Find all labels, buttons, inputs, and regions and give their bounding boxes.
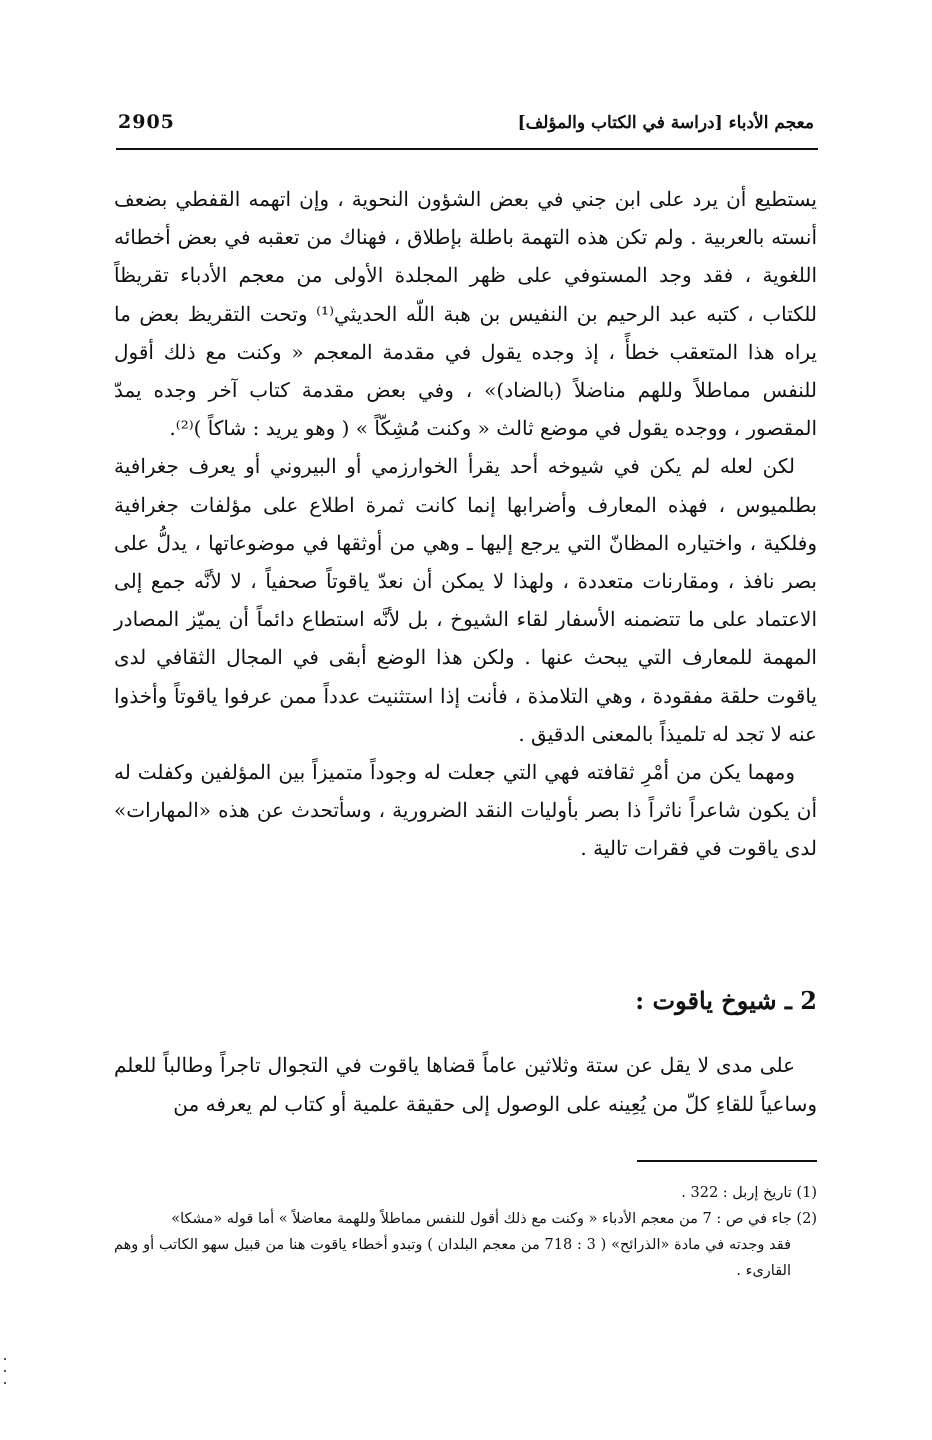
- footnote-rule: [637, 1160, 817, 1162]
- scan-artifact: [4, 1358, 6, 1398]
- body-text: [114, 180, 817, 868]
- footnote-1: (1) تاريخ إربل : 322 .: [681, 1185, 817, 1201]
- header-rule: [116, 148, 818, 150]
- page-number: 2905: [118, 111, 175, 133]
- body-paragraph-2: لكن لعله لم يكن في شيوخه أحد يقرأ الخوارزمي أو البيروني أو يعرف جغرافية بطلميوس ، فهذه المعارف وأضرابها إنما كانت ثمرة اطلاع على مؤلفات جغرافية وفلكية ، واختياره المظانّ التي يرجع إليها ـ وهي من أوثقها في موضوعاتها ، يدلُّ على بصر نافذ ، ومقارنات متعددة ، ولهذا لا يمكن أن نعدّ ياقوتاً صحفياً ، لا لأنَّه جمع إلى الاعتماد على ما تتضمنه الأسفار لقاء الشيوخ ، بل لأنَّه استطاع دائماً أن يميّز المصادر المهمة للمعارف التي يبحث عنها . ولكن هذا الوضع أبقى في المجال الثقافي لدى ياقوت حلقة مفقودة ، وهي التلامذة ، فأنت إذا استثنيت عدداً ممن عرفوا ياقوتاً وأخذوا عنه لا تجد له تلميذاً بالمعنى الدقيق .: [114, 454, 817, 746]
- footnote-2-line-1: (2) جاء في ص : 7 من معجم الأدباء « وكنت مع ذلك أقول للنفس مماطلاً وللهمة معاضلاً » أما قوله «مشكا»: [171, 1211, 817, 1227]
- section-text: [114, 1046, 817, 1124]
- body-paragraph-3: ومهما يكن من أمْرِ ثقافته فهي التي جعلت له وجوداً متميزاً بين المؤلفين وكفلت له أن يكون شاعراً ناثراً ذا بصر بأوليات النقد الضرورية ، وسأتحدث عن هذه «المهارات» لدى ياقوت في فقرات تالية .: [114, 760, 817, 861]
- footnote-2-line-2: فقد وجدته في مادة «الذرائح» ( 3 : 718 من معجم البلدان ) وتبدو أخطاء ياقوت هنا من قبيل سهو الكاتب أو وهم القارىء .: [114, 1237, 791, 1279]
- section-paragraph: على مدى لا يقل عن ستة وثلاثين عاماً قضاها ياقوت في التجوال تاجراً وطالباً للعلم وساعياً للقاءِ كلّ من يُعِينه على الوصول إلى حقيقة علمية أو كتاب لم يعرفه من: [114, 1053, 817, 1116]
- footnotes: [114, 1180, 817, 1284]
- body-paragraph-1: يستطيع أن يرد على ابن جني في بعض الشؤون النحوية ، وإن اتهمه القفطي بضعف أنسته بالعربية . ولم تكن هذه التهمة باطلة بإطلاق ، فهناك من تعقبه في بعض أخطائه اللغوية ، فقد وجد المستوفي على ظهر المجلدة الأولى من معجم الأدباء تقريظاً للكتاب ، كتبه عبد الرحيم بن النفيس بن هبة اللّه الحديثي⁽¹⁾ وتحت التقريظ بعض ما يراه هذا المتعقب خطأً ، إذ وجده يقول في مقدمة المعجم « وكنت مع ذلك أقول للنفس مماطلاً وللهم مناضلاً (بالضاد)» ، وفي بعض مقدمة كتاب آخر وجده يمدّ المقصور ، ووجده يقول في موضع ثالث « وكنت مُشِكّاً » ( وهو يريد : شاكاً )⁽²⁾.: [114, 187, 817, 441]
- section-heading: 2 ـ شيوخ ياقوت :: [635, 986, 817, 1015]
- running-title: معجم الأدباء [دراسة في الكتاب والمؤلف]: [517, 113, 814, 133]
